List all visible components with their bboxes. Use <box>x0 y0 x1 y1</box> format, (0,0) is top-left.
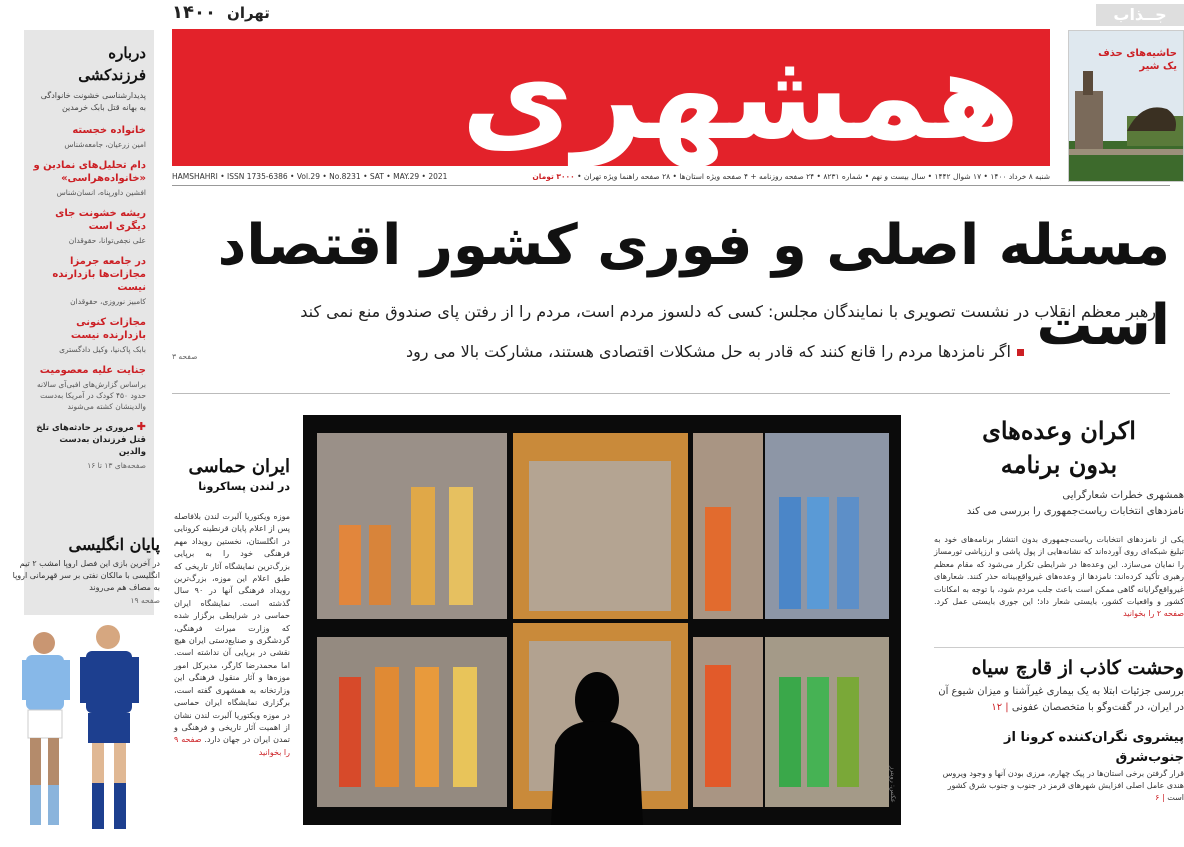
players-photo <box>0 615 165 847</box>
sidebar-pages: صفحه‌های ۱۳ تا ۱۶ <box>87 461 146 470</box>
corona-southeast-story[interactable] <box>934 728 1184 804</box>
exhibition-photo <box>303 415 901 825</box>
campaign-promises-story[interactable] <box>934 414 1184 621</box>
corona-headline: پیشروی نگران‌کننده کرونا از جنوب‌شرق <box>1004 729 1184 765</box>
black-fungus-headline: وحشت کاذب از قارچ سیاه <box>971 656 1184 679</box>
newspaper-logo: همشهری <box>461 29 1020 166</box>
sidebar-item[interactable]: در جامعه جرمزا مجازات‌ها بازدارنده نیست کامبیز نوروزی، حقوقدان <box>52 256 146 306</box>
sidebar-item[interactable]: مجازات کنونی بازدارنده نیست بابک پاک‌نیا، وکیل دادگستری <box>59 317 146 354</box>
campaign-body: یکی از نامزدهای انتخابات ریاست‌جمهوری بدون انتشار برنامه‌های خود به تبلیغ شبکه‌ای روی آورده‌اند که نشانه‌هایی از پول پاشی و ارزپاشی تورمساز را نمایان می‌سازد. این وعده‌ها در شرایطی تکرار می‌شود که مقام معظم رهبری تأکید کرده‌اند: نامزدها از وعده‌های غیرواقع‌بینانه حذر کنند. شعارهای غیرواقع‌گرایانه گاهی ممکن است باعث جلب مردم شود، با توجه به امکانات کشور و واقعیات کشور، بایستی شعار داد؛ این جوری بایستی عمل کرد. صفحه ۲ را بخوانید <box>934 535 1184 619</box>
sport-body: در آخرین بازی این فصل اروپا امشب ۲ تیم انگلیسی با مالکان نفتی بر سر قهرمانی اروپا به مصاف هم می‌روند <box>12 559 160 592</box>
photo-credit: عکس: رویترز <box>889 766 897 803</box>
campaign-subhead: همشهری خطرات شعارگرایی نامزدهای انتخابات ریاست‌جمهوری را بررسی می کند <box>966 490 1184 517</box>
red-square-bullet <box>1017 349 1024 356</box>
tehran-label: تهران <box>227 4 270 22</box>
sidebar-item[interactable]: جنایت علیه معصومیت براساس گزارش‌های افبی‌آی سالانه حدود ۴۵۰ کودک در آمریکا به‌دست والدینشان کشته می‌شوند <box>37 365 146 411</box>
issue-price: ۳۰۰۰ تومان <box>532 171 575 181</box>
sidebar-feature-text: پدیدارشناسی خشونت خانوادگی به بهانه قتل بابک خرمدین <box>40 91 146 112</box>
black-fungus-subhead: بررسی جزئیات ابتلا به یک بیماری غیرآشنا و میزان شیوع آن در ایران، در گفت‌وگو با متخصصان عفونی | ۱۲ <box>938 685 1184 713</box>
issue-info-fa: شنبه ۸ خرداد ۱۴۰۰ • ۱۷ شوال ۱۴۴۲ • سال بیست و نهم • شماره ۸۲۳۱ • ۲۴ صفحه روزنامه + ۴ صفحه ویژه استان‌ها • ۲۸ صفحه راهنما ویژه تهران • ۳۰۰۰ تومان <box>532 171 1050 181</box>
section-divider <box>172 393 1170 394</box>
relief-panels-image <box>303 415 901 825</box>
edition-year: ۱۴۰۰ <box>172 2 216 23</box>
corona-body: قرار گرفتن برخی استان‌ها در پیک چهارم، مرزی بودن آنها و وجود ویروس هندی عامل اصلی افزایش شهرهای قرمز در جنوب و جنوب شرق کشور است | ۶ <box>942 768 1184 802</box>
right-divider <box>934 647 1184 648</box>
sport-headline: پایان انگلیسی <box>68 535 160 554</box>
plus-icon: ✚ <box>136 420 146 433</box>
sidebar-item[interactable]: خانواده خجسته امین زرعیان، جامعه‌شناس <box>64 125 146 149</box>
edition-strip <box>172 2 472 26</box>
ad-box[interactable] <box>1068 30 1184 182</box>
issue-info-bar <box>172 169 1050 183</box>
ad-caption: حاشیه‌های حذف یک شیر <box>1098 48 1177 72</box>
issue-info-en: HAMSHAHRI • ISSN 1735-6386 • Vol.29 • No.8231 • SAT • MAY.29 • 2021 <box>172 171 448 181</box>
iran-epic-story[interactable] <box>174 455 290 759</box>
black-fungus-story[interactable] <box>934 654 1184 716</box>
iran-epic-headline: ایران حماسی <box>188 456 290 477</box>
masthead <box>172 29 1050 166</box>
subhead-page: صفحه ۳ <box>172 352 198 361</box>
sidebar-item[interactable]: ریشه خشونت جای دیگری است علی نجفی‌توانا، حقوقدان <box>55 208 146 245</box>
subhead-2: اگر نامزدها مردم را قانع کنند که قادر به حل مشکلات اقتصادی هستند، مشارکت بالا می رود <box>144 340 1024 364</box>
subhead-1: رهبر معظم انقلاب در نشست تصویری با نمایندگان مجلس: کسی که دلسوز مردم است، مردم را از رفتن پای صندوق منع نمی کند <box>300 302 1156 321</box>
sidebar-bullet: ✚ مروری بر حادثه‌های تلخ قتل فرزندان به‌دست والدین <box>36 420 146 457</box>
iran-epic-subheadline: در لندن پساکرونا <box>198 480 290 493</box>
masthead-divider <box>172 185 1170 186</box>
campaign-headline: اکران وعده‌های بدون برنامه <box>982 416 1136 479</box>
sport-page: صفحه ۱۹ <box>130 596 160 605</box>
sidebar-feature-title: درباره فرزندکشی <box>78 44 146 84</box>
main-headline[interactable]: مسئله اصلی و فوری کشور اقتصاد است <box>217 213 1170 358</box>
ad-label: جــذاب <box>1096 4 1184 26</box>
sport-story[interactable] <box>10 535 160 605</box>
iran-epic-body: موزه ویکتوریا آلبرت لندن بلافاصله پس از اعلام پایان قرنطینه کرونایی در انگلستان، نخستین رویداد مهم فرهنگی خود را به برپایی بزرگ‌ترین نمایشگاه آثار تاریخی که طبق اعلام این موزه، بزرگ‌ترین رویداد فرهنگی آنها در ۹۰ سال گذشته است. نمایشگاه ایران حماسی در شرایطی برگزار شده که وزارت میراث فرهنگی، گردشگری و صنایع‌دستی ایران هیچ نقشی در برپایی آن نداشته است. اما محمدرضا کارگر، مدیرکل امور موزه‌ها و آثار منقول فرهنگی این وزارتخانه به همشهری گفته است، برگزاری نمایشگاه ایران حماسی در موزه ویکتوریا آلبرت لندن نشان از اهمیت آثار تاریخی و فرهنگی و تمدن ایران در جهان دارد. صفحه ۹ را بخوانید <box>174 512 291 757</box>
right-column <box>934 412 1184 804</box>
sidebar-item[interactable]: دام تحلیل‌های نمادین و «خانواده‌هراسی» افشین داورپناه، انسان‌شناس <box>33 160 146 197</box>
